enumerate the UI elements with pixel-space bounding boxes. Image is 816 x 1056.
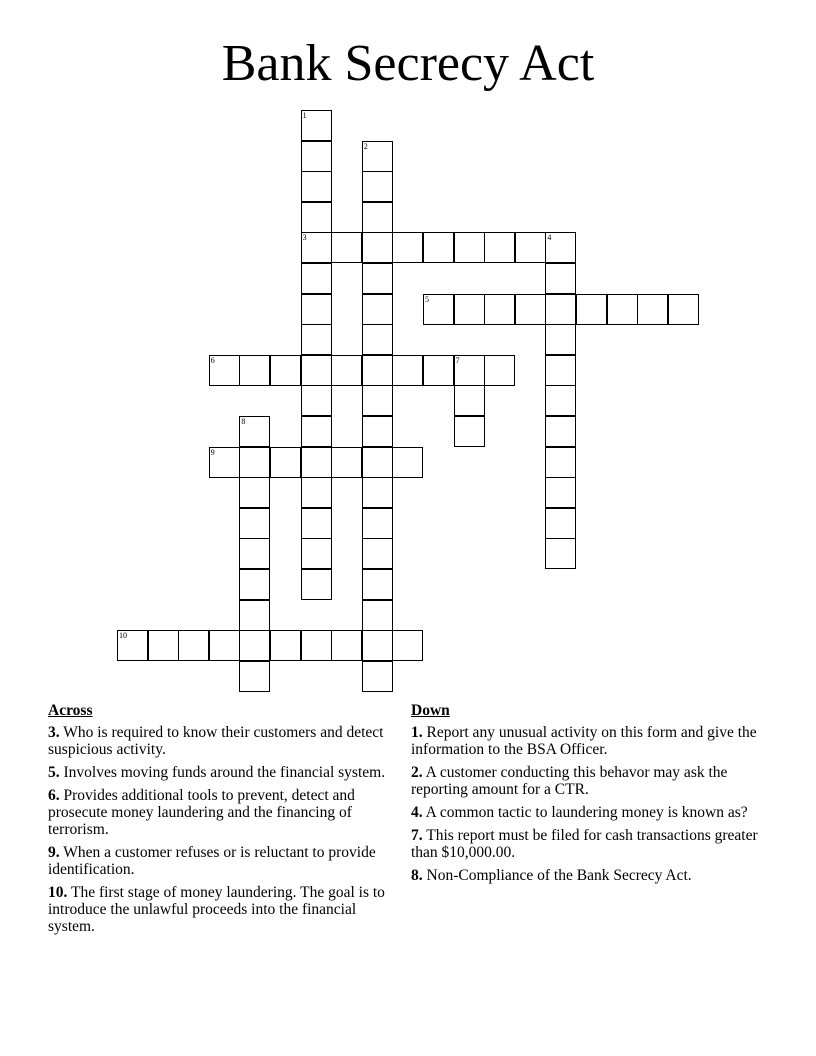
clue-text: Provides additional tools to prevent, detect and prosecute money laundering and the financing of terrorism. xyxy=(48,787,355,838)
grid-cell[interactable] xyxy=(545,416,576,447)
clue-text: Non-Compliance of the Bank Secrecy Act. xyxy=(426,867,692,884)
grid-cell[interactable] xyxy=(301,538,332,569)
cell-number: 10 xyxy=(119,631,127,641)
grid-cell[interactable] xyxy=(362,202,393,233)
grid-cell[interactable] xyxy=(209,630,240,661)
grid-cell[interactable] xyxy=(545,447,576,478)
across-clue-10 xyxy=(48,884,404,935)
down-clue-2 xyxy=(411,764,767,798)
down-clue-7 xyxy=(411,827,767,861)
grid-cell[interactable] xyxy=(454,232,485,263)
grid-cell[interactable] xyxy=(362,294,393,325)
cell-number: 6 xyxy=(210,355,215,365)
grid-cell[interactable] xyxy=(331,447,362,478)
clue-text: A customer conducting this behavor may ask the reporting amount for a CTR. xyxy=(411,764,728,798)
grid-cell[interactable] xyxy=(331,232,362,263)
grid-cell[interactable] xyxy=(545,538,576,569)
grid-cell[interactable] xyxy=(301,110,332,141)
grid-cell[interactable] xyxy=(454,355,485,386)
grid-cell[interactable] xyxy=(392,630,423,661)
grid-cell[interactable] xyxy=(545,477,576,508)
cell-number: 8 xyxy=(241,417,246,426)
grid-cell[interactable] xyxy=(392,232,423,263)
grid-cell[interactable] xyxy=(362,232,393,263)
grid-cell[interactable] xyxy=(239,355,270,386)
across-clues xyxy=(48,702,404,941)
clue-number: 6. xyxy=(48,787,60,804)
grid-cell[interactable] xyxy=(637,294,668,325)
grid-cell[interactable] xyxy=(454,416,485,447)
grid-cell[interactable] xyxy=(301,569,332,600)
grid-cell[interactable] xyxy=(545,294,576,325)
grid-cell[interactable] xyxy=(423,232,454,263)
grid-cell[interactable] xyxy=(362,385,393,416)
grid-cell[interactable] xyxy=(484,232,515,263)
clue-number: 1. xyxy=(411,724,423,741)
down-heading: Down xyxy=(411,702,450,719)
cell-number: 7 xyxy=(455,355,460,365)
grid-cell[interactable] xyxy=(239,569,270,600)
clue-number: 8. xyxy=(411,867,423,884)
grid-cell[interactable] xyxy=(270,630,301,661)
grid-cell[interactable] xyxy=(362,263,393,294)
grid-cell[interactable] xyxy=(362,355,393,386)
grid-cell[interactable] xyxy=(239,447,270,478)
across-heading: Across xyxy=(48,702,93,719)
grid-cell[interactable] xyxy=(239,630,270,661)
grid-cell[interactable] xyxy=(454,294,485,325)
grid-cell[interactable] xyxy=(545,324,576,355)
grid-cell[interactable] xyxy=(545,232,576,263)
grid-cell[interactable] xyxy=(331,630,362,661)
grid-cell[interactable] xyxy=(239,477,270,508)
grid-cell[interactable] xyxy=(362,324,393,355)
cell-number: 4 xyxy=(547,233,552,243)
grid-cell[interactable] xyxy=(239,600,270,631)
across-clue-9 xyxy=(48,844,404,878)
grid-cell[interactable] xyxy=(454,385,485,416)
grid-cell[interactable] xyxy=(301,416,332,447)
grid-cell[interactable] xyxy=(301,630,332,661)
down-clue-8 xyxy=(411,867,767,884)
grid-cell[interactable] xyxy=(331,355,362,386)
grid-cell[interactable] xyxy=(607,294,638,325)
grid-cell[interactable] xyxy=(392,355,423,386)
clue-text: The first stage of money laundering. The goal is to introduce the unlawful proceeds into the financial system. xyxy=(48,884,385,935)
grid-cell[interactable] xyxy=(148,630,179,661)
grid-cell[interactable] xyxy=(239,416,270,447)
grid-cell[interactable] xyxy=(362,569,393,600)
puzzle-title: Bank Secrecy Act xyxy=(221,35,595,92)
grid-cell[interactable] xyxy=(239,538,270,569)
grid-cell[interactable] xyxy=(178,630,209,661)
grid-cell[interactable] xyxy=(301,202,332,233)
grid-cell[interactable] xyxy=(301,508,332,539)
grid-cell[interactable] xyxy=(484,294,515,325)
grid-cell[interactable] xyxy=(515,232,546,263)
grid-cell[interactable] xyxy=(301,171,332,202)
grid-cell[interactable] xyxy=(576,294,607,325)
grid-cell[interactable] xyxy=(301,355,332,386)
grid-cell[interactable] xyxy=(270,355,301,386)
grid-cell[interactable] xyxy=(362,600,393,631)
clue-number: 7. xyxy=(411,827,423,844)
grid-cell[interactable] xyxy=(301,447,332,478)
grid-cell[interactable] xyxy=(362,171,393,202)
grid-cell[interactable] xyxy=(362,447,393,478)
grid-cell[interactable] xyxy=(668,294,699,325)
cell-number: 1 xyxy=(302,111,307,120)
cell-number: 2 xyxy=(363,141,368,151)
clue-number: 9. xyxy=(48,844,60,861)
grid-cell[interactable] xyxy=(423,294,454,325)
grid-cell[interactable] xyxy=(301,232,332,263)
cell-number: 3 xyxy=(302,233,307,243)
grid-cell[interactable] xyxy=(423,355,454,386)
grid-cell[interactable] xyxy=(362,416,393,447)
grid-cell[interactable] xyxy=(209,447,240,478)
clue-text: A common tactic to laundering money is known as? xyxy=(425,804,748,821)
clue-text: Involves moving funds around the financial system. xyxy=(63,764,386,781)
across-clue-6 xyxy=(48,787,404,838)
grid-cell[interactable] xyxy=(545,355,576,386)
grid-cell[interactable] xyxy=(362,508,393,539)
across-clue-5 xyxy=(48,764,404,781)
grid-cell[interactable] xyxy=(301,294,332,325)
clue-number: 10. xyxy=(48,884,68,901)
grid-cell[interactable] xyxy=(239,508,270,539)
clue-text: This report must be filed for cash transactions greater than $10,000.00. xyxy=(411,827,758,861)
grid-cell[interactable] xyxy=(545,263,576,294)
clue-number: 3. xyxy=(48,724,60,741)
clue-number: 4. xyxy=(411,804,423,821)
grid-cell[interactable] xyxy=(392,447,423,478)
grid-cell[interactable] xyxy=(301,324,332,355)
across-clue-3 xyxy=(48,724,404,758)
grid-cell[interactable] xyxy=(239,661,270,692)
grid-cell[interactable] xyxy=(362,661,393,692)
grid-cell[interactable] xyxy=(301,385,332,416)
grid-cell[interactable] xyxy=(362,630,393,661)
grid-cell[interactable] xyxy=(362,141,393,172)
grid-cell[interactable] xyxy=(117,630,148,661)
down-clues xyxy=(411,702,767,890)
grid-cell[interactable] xyxy=(301,141,332,172)
cell-number: 9 xyxy=(210,447,215,457)
clue-number: 2. xyxy=(411,764,423,781)
clue-text: When a customer refuses or is reluctant to provide identification. xyxy=(48,844,376,878)
clue-text: Report any unusual activity on this form and give the information to the BSA Officer. xyxy=(411,724,757,758)
down-clue-4 xyxy=(411,804,767,821)
clue-text: Who is required to know their customers and detect suspicious activity. xyxy=(48,724,384,758)
grid-cell[interactable] xyxy=(362,538,393,569)
grid-cell[interactable] xyxy=(301,263,332,294)
clue-number: 5. xyxy=(48,764,60,781)
grid-cell[interactable] xyxy=(209,355,240,386)
grid-cell[interactable] xyxy=(362,477,393,508)
cell-number: 5 xyxy=(425,294,429,304)
down-clue-1 xyxy=(411,724,767,758)
grid-cell[interactable] xyxy=(270,447,301,478)
grid-cell[interactable] xyxy=(545,508,576,539)
grid-cell[interactable] xyxy=(484,355,515,386)
grid-cell[interactable] xyxy=(545,385,576,416)
grid-cell[interactable] xyxy=(515,294,546,325)
grid-cell[interactable] xyxy=(301,477,332,508)
